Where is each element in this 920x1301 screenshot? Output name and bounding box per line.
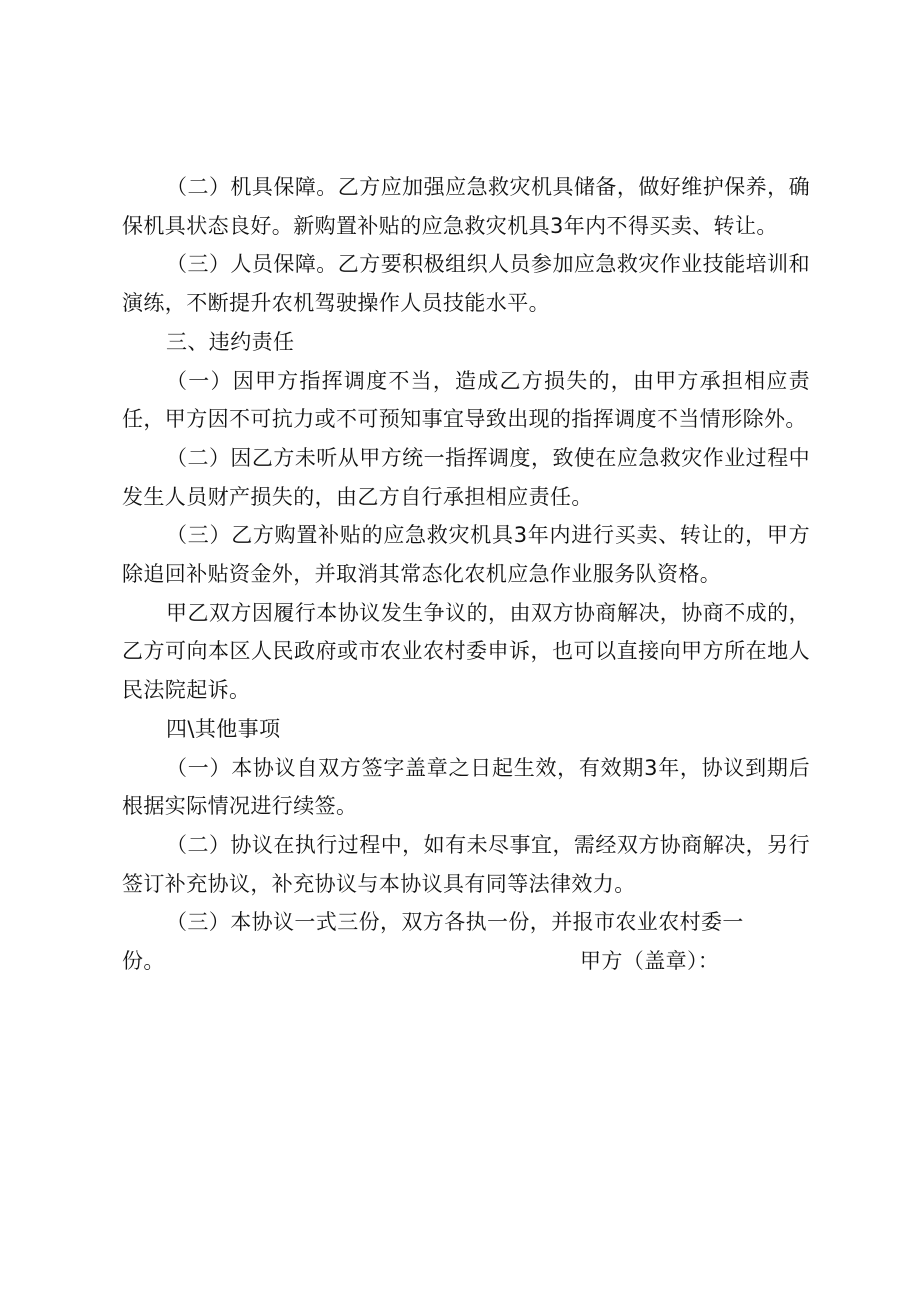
signature-line [122,942,810,981]
section-heading-other: 四\其他事项 [166,716,281,741]
clause-effective-date: （一）本协议自双方签字盖章之日起生效，有效期3年，协议到期后根据实际情况进行续签。 [122,755,810,819]
clause-personnel-guarantee: （三）人员保障。乙方要积极组织人员参加应急救灾作业技能培训和演练，不断提升农机驾驶操作人员技能水平。 [122,252,810,316]
party-a-seal-label: 甲方（盖章）： [580,949,720,974]
clause-equipment-guarantee: （二）机具保障。乙方应加强应急救灾机具储备，做好维护保养，确保机具状态良好。新购置补贴的应急救灾机具3年内不得买卖、转让。 [122,175,810,238]
clause-supplementary: （二）协议在执行过程中，如有未尽事宜，需经双方协商解决，另行签订补充协议，补充协议与本协议具有同等法律效力。 [122,832,810,896]
clause-copies: （三）本协议一式三份，双方各执一份，并报市农业农村委一 [166,910,744,935]
clause-breach-party-a: （一）因甲方指挥调度不当，造成乙方损失的，由甲方承担相应责任，甲方因不可抗力或不可预知事宜导致出现的指挥调度不当情形除外。 [122,368,810,432]
clause-breach-subsidy: （三）乙方购置补贴的应急救灾机具3年内进行买卖、转让的，甲方除追回补贴资金外，并取消其常态化农机应急作业服务队资格。 [122,523,810,587]
clause-breach-party-b: （二）因乙方未听从甲方统一指挥调度，致使在应急救灾作业过程中发生人员财产损失的，由乙方自行承担相应责任。 [122,445,810,509]
clause-copies-tail: 份。 [122,949,165,974]
clause-dispute-resolution: 甲乙双方因履行本协议发生争议的，由双方协商解决，协商不成的，乙方可向本区人民政府或市农业农村委申诉，也可以直接向甲方所在地人民法院起诉。 [122,600,810,703]
section-heading-breach: 三、违约责任 [166,329,295,354]
document-body [122,168,810,981]
